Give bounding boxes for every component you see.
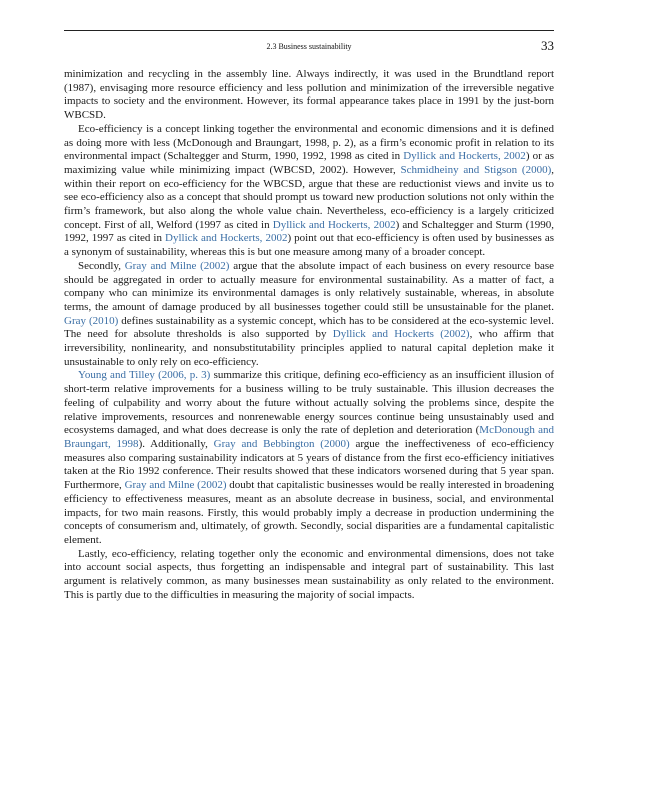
- paragraph-text: argue the ineffectiveness of eco-efficiency measures also comparing sustainability indicators at 5 years of distance from the first eco-efficiency initiatives taken at the Rio 1992 conference. Their results showed that these indicators worsened during that 5 year span. Furthermore,: [64, 437, 555, 492]
- paragraph: [64, 123, 554, 260]
- paragraph: [64, 369, 554, 547]
- paragraph-text: Eco-efficiency is a concept linking together the environmental and economic dimensions and it is defined as doing more with less (McDonough and Braungart, 1998, p. 2), as a firm’s economic profit in relation to its environmental impact (Schaltegger and Sturm, 1990, 1992, 1998 as cited in: [64, 122, 554, 163]
- citation-link[interactable]: Gray and Bebbington (2000): [213, 437, 350, 450]
- citation-link[interactable]: Schmidheiny and Stigson (2000): [400, 163, 552, 176]
- paragraph-text: , who affirm that irreversibility, nonlinearity, and nonsubstitutability principles applied to natural capital depletion make it unsustainable to only rely on eco-efficiency.: [64, 328, 554, 368]
- paragraph-text: argue that the absolute impact of each business on every resource base should be aggregated in order to actually measure for environmental sustainability. As a matter of fact, a company who can minimize its environmental damages is only relatively sustainable, whereas, in absolute terms, the amount of damage produced by all businesses together could still be unsustainable for the planet.: [64, 259, 554, 313]
- paragraph-text: summarize this critique, defining eco-efficiency as an insufficient illusion of short-term relative improvements for a business willing to be truly sustainable. This illusion decreases the feeling of culpability and worry about the future without actually solving the problems since, despite the relative improvements, resources and nonrenewable energy sources continue being unsustainably used and ecosystems damaged, and what does decrease is only the rate of depletion and deterioration (: [64, 369, 554, 437]
- citation-link[interactable]: Dyllick and Hockerts, 2002: [403, 150, 526, 163]
- section-title: 2.3 Business sustainability: [266, 42, 352, 51]
- paragraph-text: ). Additionally,: [138, 437, 214, 450]
- paragraph: [64, 548, 554, 603]
- paragraph-text: doubt that capitalistic businesses would be really interested in broadening efficiency to effectiveness measures, meant as an absolute decrease in business, social, and environmental impacts, for two main reasons. Firstly, this would probably imply a decrease in production undermining the concepts of consumerism and, ultimately, of growth. Secondly, social disparities are a fundamental capitalistic element.: [64, 479, 554, 546]
- running-header: [64, 30, 554, 59]
- paragraph-text: , within their report on eco-efficiency for the WBCSD, argue that these are reductionist views and invite us to see eco-efficiency also as a concept that should prompt us toward new production solutions not only within the firm’s framework, but also along the whole value chain. Nevertheless, eco-efficiency is a largely criticized concept. First of all, Welford (1997 as cited in: [64, 163, 554, 231]
- body-text: [64, 68, 554, 602]
- paragraph-text: Secondly,: [78, 259, 125, 272]
- citation-link[interactable]: Dyllick and Hockerts, 2002: [165, 232, 288, 245]
- paragraph: [64, 68, 554, 123]
- page-number: 33: [541, 38, 554, 53]
- citation-link[interactable]: Dyllick and Hockerts, 2002: [272, 218, 396, 231]
- book-page: [64, 30, 554, 780]
- paragraph-text: Lastly, eco-efficiency, relating together only the economic and environmental dimensions, does not take into account social aspects, thus forgetting an indispensable and integral part of sustainability. This last argument is relatively common, as many businesses mean sustainability as only related to the environment. This is partly due to the difficulties in measuring the majority of social impacts.: [64, 547, 554, 601]
- citation-link[interactable]: Young and Tilley (2006, p. 3): [78, 369, 211, 382]
- citation-link[interactable]: Dyllick and Hockerts (2002): [332, 328, 470, 341]
- paragraph-text: minimization and recycling in the assembly line. Always indirectly, it was used in the Brundtland report (1987), envisaging more resource efficiency and less pollution and minimization of the irreversible negative impacts to society and the environment. However, its formal appearance takes place in 1991 by the just-born WBCSD.: [64, 68, 554, 122]
- citation-link[interactable]: Gray and Milne (2002): [124, 479, 227, 492]
- paragraph-text: ) and Schaltegger and Sturm (1990, 1992, 1997 as cited in: [64, 218, 555, 245]
- paragraph-text: ) or as maximizing value while minimizing impact (WBCSD, 2002). However,: [64, 150, 554, 176]
- citation-link[interactable]: McDonough and Braungart, 1998: [64, 424, 554, 450]
- citation-link[interactable]: Gray (2010): [64, 314, 119, 327]
- citation-link[interactable]: Gray and Milne (2002): [124, 259, 230, 272]
- paragraph-text: ) point out that eco-efficiency is often used by businesses as a synonym of sustainability, whereas this is but one measure among many of a broader concept.: [64, 232, 554, 259]
- paragraph: [64, 260, 554, 370]
- paragraph-text: defines sustainability as a systemic concept, which has to be considered at the eco-systemic level. The need for absolute thresholds is also supported by: [64, 314, 554, 341]
